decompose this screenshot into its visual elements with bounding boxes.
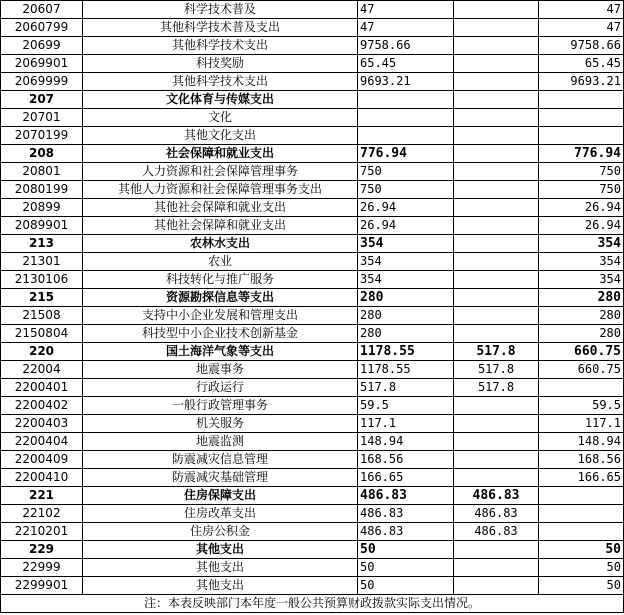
total-amount-cell: 50 [358, 559, 454, 577]
subject-name-cell: 科技奖励 [83, 55, 358, 73]
subject-name-cell: 机关服务 [83, 415, 358, 433]
total-amount-cell: 9758.66 [358, 37, 454, 55]
total-amount-cell: 26.94 [358, 217, 454, 235]
table-row [1, 505, 624, 523]
subject-code-cell: 22102 [1, 505, 83, 523]
subject-name-cell: 住房改革支出 [83, 505, 358, 523]
total-amount-cell: 50 [358, 541, 454, 559]
table-row [1, 379, 624, 397]
subject-code-cell: 207 [1, 91, 83, 109]
project-expenditure-cell: 168.56 [539, 451, 624, 469]
basic-expenditure-cell [454, 271, 539, 289]
project-expenditure-cell: 50 [539, 577, 624, 595]
total-amount-cell: 750 [358, 163, 454, 181]
basic-expenditure-cell [454, 127, 539, 145]
basic-expenditure-cell [454, 289, 539, 307]
table-row [1, 19, 624, 37]
subject-name-cell: 其他科学技术支出 [83, 37, 358, 55]
total-amount-cell: 280 [358, 289, 454, 307]
basic-expenditure-cell [454, 451, 539, 469]
subject-code-cell: 22999 [1, 559, 83, 577]
project-expenditure-cell: 26.94 [539, 217, 624, 235]
project-expenditure-cell: 65.45 [539, 55, 624, 73]
subject-code-cell: 215 [1, 289, 83, 307]
project-expenditure-cell: 47 [539, 19, 624, 37]
table-row [1, 253, 624, 271]
total-amount-cell: 486.83 [358, 505, 454, 523]
basic-expenditure-cell [454, 433, 539, 451]
basic-expenditure-cell [454, 37, 539, 55]
subject-code-cell: 21301 [1, 253, 83, 271]
basic-expenditure-cell [454, 55, 539, 73]
table-row [1, 397, 624, 415]
subject-name-cell: 防震减灾基础管理 [83, 469, 358, 487]
table-row [1, 361, 624, 379]
total-amount-cell: 486.83 [358, 523, 454, 541]
total-amount-cell: 1178.55 [358, 361, 454, 379]
total-amount-cell: 65.45 [358, 55, 454, 73]
total-amount-cell [358, 109, 454, 127]
subject-code-cell: 20801 [1, 163, 83, 181]
total-amount-cell: 168.56 [358, 451, 454, 469]
subject-code-cell: 22004 [1, 361, 83, 379]
project-expenditure-cell: 50 [539, 559, 624, 577]
basic-expenditure-cell [454, 307, 539, 325]
subject-name-cell: 其他文化支出 [83, 127, 358, 145]
basic-expenditure-cell [454, 469, 539, 487]
table-row [1, 199, 624, 217]
subject-code-cell: 221 [1, 487, 83, 505]
project-expenditure-cell: 776.94 [539, 145, 624, 163]
total-amount-cell: 354 [358, 271, 454, 289]
project-expenditure-cell: 354 [539, 235, 624, 253]
subject-code-cell: 2060799 [1, 19, 83, 37]
subject-code-cell: 20607 [1, 1, 83, 19]
subject-code-cell: 2070199 [1, 127, 83, 145]
project-expenditure-cell: 660.75 [539, 343, 624, 361]
project-expenditure-cell: 750 [539, 163, 624, 181]
subject-name-cell: 防震减灾信息管理 [83, 451, 358, 469]
table-row [1, 559, 624, 577]
subject-name-cell: 其他科学技术支出 [83, 73, 358, 91]
basic-expenditure-cell [454, 199, 539, 217]
subject-name-cell: 资源勘探信息等支出 [83, 289, 358, 307]
subject-code-cell: 220 [1, 343, 83, 361]
total-amount-cell: 280 [358, 325, 454, 343]
subject-code-cell: 2089901 [1, 217, 83, 235]
project-expenditure-cell [539, 379, 624, 397]
subject-code-cell: 2299901 [1, 577, 83, 595]
project-expenditure-cell: 47 [539, 1, 624, 19]
subject-code-cell: 229 [1, 541, 83, 559]
total-amount-cell [358, 91, 454, 109]
table-row [1, 73, 624, 91]
project-expenditure-cell: 280 [539, 325, 624, 343]
project-expenditure-cell [539, 109, 624, 127]
table-row [1, 37, 624, 55]
total-amount-cell: 47 [358, 19, 454, 37]
project-expenditure-cell: 50 [539, 541, 624, 559]
table-row [1, 415, 624, 433]
basic-expenditure-cell: 486.83 [454, 505, 539, 523]
total-amount-cell: 354 [358, 235, 454, 253]
table-note-row [1, 595, 624, 613]
subject-name-cell: 其他支出 [83, 559, 358, 577]
table-row [1, 217, 624, 235]
project-expenditure-cell: 354 [539, 271, 624, 289]
total-amount-cell: 59.5 [358, 397, 454, 415]
table-row [1, 235, 624, 253]
subject-name-cell: 其他支出 [83, 541, 358, 559]
project-expenditure-cell: 59.5 [539, 397, 624, 415]
basic-expenditure-cell [454, 397, 539, 415]
subject-code-cell: 21508 [1, 307, 83, 325]
table-row [1, 343, 624, 361]
subject-name-cell: 其他社会保障和就业支出 [83, 199, 358, 217]
table-row [1, 577, 624, 595]
basic-expenditure-cell [454, 577, 539, 595]
total-amount-cell: 117.1 [358, 415, 454, 433]
project-expenditure-cell [539, 127, 624, 145]
subject-code-cell: 2200402 [1, 397, 83, 415]
project-expenditure-cell [539, 487, 624, 505]
subject-name-cell: 地震事务 [83, 361, 358, 379]
subject-name-cell: 其他科学技术普及支出 [83, 19, 358, 37]
table-row [1, 127, 624, 145]
project-expenditure-cell: 280 [539, 289, 624, 307]
subject-name-cell: 其他人力资源和社会保障管理事务支出 [83, 181, 358, 199]
subject-code-cell: 2069999 [1, 73, 83, 91]
basic-expenditure-cell [454, 217, 539, 235]
total-amount-cell: 486.83 [358, 487, 454, 505]
subject-code-cell: 2150804 [1, 325, 83, 343]
total-amount-cell: 280 [358, 307, 454, 325]
project-expenditure-cell: 166.65 [539, 469, 624, 487]
project-expenditure-cell: 750 [539, 181, 624, 199]
subject-name-cell: 行政运行 [83, 379, 358, 397]
project-expenditure-cell: 9758.66 [539, 37, 624, 55]
subject-name-cell: 支持中小企业发展和管理支出 [83, 307, 358, 325]
subject-code-cell: 2200403 [1, 415, 83, 433]
basic-expenditure-cell: 517.8 [454, 379, 539, 397]
subject-name-cell: 农林水支出 [83, 235, 358, 253]
subject-code-cell: 2210201 [1, 523, 83, 541]
basic-expenditure-cell [454, 91, 539, 109]
subject-name-cell: 住房保障支出 [83, 487, 358, 505]
basic-expenditure-cell [454, 559, 539, 577]
table-row [1, 145, 624, 163]
total-amount-cell: 166.65 [358, 469, 454, 487]
project-expenditure-cell: 26.94 [539, 199, 624, 217]
subject-code-cell: 2200404 [1, 433, 83, 451]
table-row [1, 307, 624, 325]
basic-expenditure-cell [454, 73, 539, 91]
basic-expenditure-cell [454, 109, 539, 127]
table-row [1, 469, 624, 487]
total-amount-cell: 517.8 [358, 379, 454, 397]
table-row [1, 433, 624, 451]
subject-name-cell: 地震监测 [83, 433, 358, 451]
subject-name-cell: 科技转化与推广服务 [83, 271, 358, 289]
basic-expenditure-cell [454, 1, 539, 19]
total-amount-cell: 50 [358, 577, 454, 595]
project-expenditure-cell: 9693.21 [539, 73, 624, 91]
table-row [1, 325, 624, 343]
basic-expenditure-cell: 486.83 [454, 487, 539, 505]
project-expenditure-cell: 117.1 [539, 415, 624, 433]
project-expenditure-cell: 148.94 [539, 433, 624, 451]
subject-name-cell: 其他社会保障和就业支出 [83, 217, 358, 235]
subject-name-cell: 科学技术普及 [83, 1, 358, 19]
basic-expenditure-cell [454, 235, 539, 253]
project-expenditure-cell: 660.75 [539, 361, 624, 379]
basic-expenditure-cell [454, 415, 539, 433]
project-expenditure-cell [539, 505, 624, 523]
subject-code-cell: 2080199 [1, 181, 83, 199]
subject-name-cell: 社会保障和就业支出 [83, 145, 358, 163]
subject-code-cell: 208 [1, 145, 83, 163]
total-amount-cell [358, 127, 454, 145]
project-expenditure-cell: 280 [539, 307, 624, 325]
project-expenditure-cell [539, 91, 624, 109]
subject-name-cell: 文化体育与传媒支出 [83, 91, 358, 109]
table-row [1, 163, 624, 181]
subject-code-cell: 20899 [1, 199, 83, 217]
table-row [1, 181, 624, 199]
subject-code-cell: 2200410 [1, 469, 83, 487]
project-expenditure-cell [539, 523, 624, 541]
subject-name-cell: 科技型中小企业技术创新基金 [83, 325, 358, 343]
subject-name-cell: 农业 [83, 253, 358, 271]
table-row [1, 523, 624, 541]
subject-name-cell: 人力资源和社会保障管理事务 [83, 163, 358, 181]
table-row [1, 541, 624, 559]
basic-expenditure-cell: 517.8 [454, 343, 539, 361]
subject-code-cell: 213 [1, 235, 83, 253]
total-amount-cell: 47 [358, 1, 454, 19]
basic-expenditure-cell [454, 541, 539, 559]
table-note: 注：本表反映部门本年度一般公共预算财政拨款实际支出情况。 [1, 595, 624, 613]
total-amount-cell: 148.94 [358, 433, 454, 451]
total-amount-cell: 26.94 [358, 199, 454, 217]
subject-code-cell: 2200401 [1, 379, 83, 397]
basic-expenditure-cell: 486.83 [454, 523, 539, 541]
table-row [1, 487, 624, 505]
subject-code-cell: 20699 [1, 37, 83, 55]
basic-expenditure-cell: 517.8 [454, 361, 539, 379]
table-row [1, 451, 624, 469]
subject-code-cell: 2130106 [1, 271, 83, 289]
total-amount-cell: 9693.21 [358, 73, 454, 91]
subject-name-cell: 其他支出 [83, 577, 358, 595]
table-row [1, 1, 624, 19]
table-row [1, 55, 624, 73]
subject-name-cell: 文化 [83, 109, 358, 127]
total-amount-cell: 776.94 [358, 145, 454, 163]
basic-expenditure-cell [454, 181, 539, 199]
basic-expenditure-cell [454, 145, 539, 163]
table-row [1, 271, 624, 289]
basic-expenditure-cell [454, 19, 539, 37]
project-expenditure-cell: 354 [539, 253, 624, 271]
table-row [1, 91, 624, 109]
subject-name-cell: 住房公积金 [83, 523, 358, 541]
subject-code-cell: 2200409 [1, 451, 83, 469]
basic-expenditure-cell [454, 325, 539, 343]
table-row [1, 109, 624, 127]
total-amount-cell: 354 [358, 253, 454, 271]
total-amount-cell: 750 [358, 181, 454, 199]
basic-expenditure-cell [454, 253, 539, 271]
subject-name-cell: 国土海洋气象等支出 [83, 343, 358, 361]
total-amount-cell: 1178.55 [358, 343, 454, 361]
subject-code-cell: 2069901 [1, 55, 83, 73]
table-row [1, 289, 624, 307]
subject-code-cell: 20701 [1, 109, 83, 127]
basic-expenditure-cell [454, 163, 539, 181]
subject-name-cell: 一般行政管理事务 [83, 397, 358, 415]
